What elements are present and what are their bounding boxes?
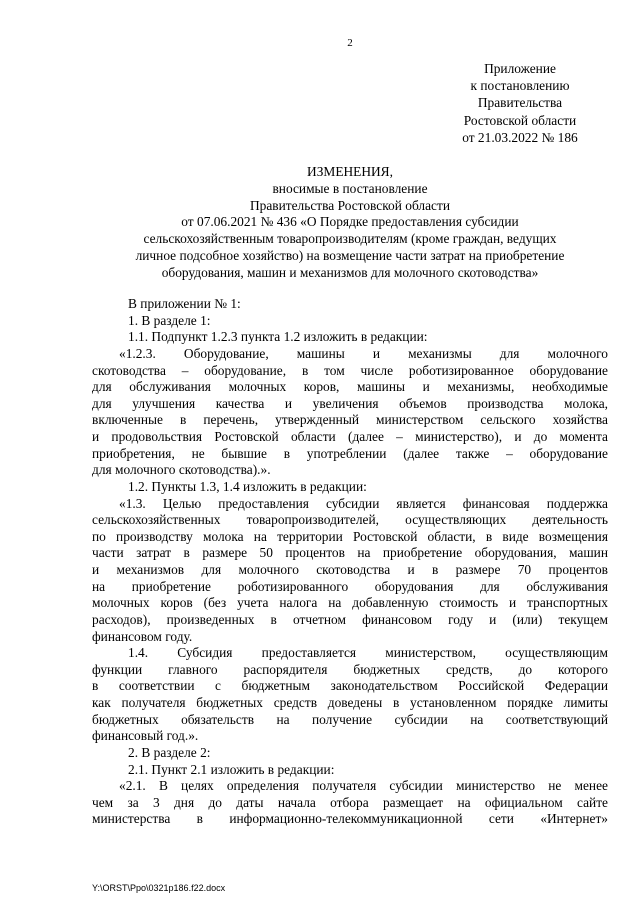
appendix-line: Приложение [484, 61, 556, 76]
title-line: ИЗМЕНЕНИЯ, [307, 164, 393, 179]
body-line: для обслуживания молочных коров, машины и механизмы, необходимые [92, 379, 608, 395]
appendix-heading [440, 60, 600, 146]
body-line: 1. В разделе 1: [128, 312, 211, 328]
page-number: 2 [347, 37, 353, 49]
body-line: «1.3. Целью предоставления субсидии является финансовая поддержка [119, 495, 608, 511]
body-line: финансовый год.». [92, 728, 199, 744]
document-body [92, 296, 608, 828]
body-line: В приложении № 1: [128, 296, 241, 311]
body-line: 1.2. Пункты 1.3, 1.4 изложить в редакции: [128, 478, 367, 494]
body-line: функции главного распорядителя бюджетных средств, до которого [92, 661, 608, 677]
body-line: как получателя бюджетных средств доведены в установленном порядке лимиты [92, 695, 608, 710]
body-line: 1.4. Субсидия предоставляется министерством, осуществляющим [128, 645, 608, 661]
body-line: части затрат в размере 50 процентов на приобретение оборудования, машин [92, 545, 608, 561]
body-line: молочных коров (без учета налога на добавленную стоимость и транспортных [92, 595, 608, 611]
body-line: министерства в информационно-телекоммуникационной сети «Интернет» [92, 811, 608, 827]
body-line: для улучшения качества и увеличения объемов производства молока, [92, 395, 608, 411]
body-line: по производству молока на территории Ростовской области, в виде возмещения [92, 528, 608, 544]
body-line: 1.1. Подпункт 1.2.3 пункта 1.2 изложить в редакции: [128, 329, 428, 345]
body-line: расходов), произведенных в отчетном финансовом году и (или) текущем [92, 611, 608, 627]
title-line: сельскохозяйственным товаропроизводителям (кроме граждан, ведущих [143, 231, 557, 247]
body-line: «2.1. В целях определения получателя субсидии министерство не менее [119, 778, 608, 794]
body-line: для молочного скотоводства).». [92, 462, 271, 478]
body-line: финансовом году. [92, 628, 193, 644]
document-title [92, 164, 608, 282]
body-line: в соответствии с бюджетным законодательством Российской Федерации [92, 678, 608, 694]
appendix-line: к постановлению [470, 78, 570, 94]
title-line: оборудования, машин и механизмов для молочного скотоводства» [161, 264, 539, 280]
body-line: чем за 3 дня до даты начала отбора размещает на официальном сайте [92, 794, 608, 810]
body-line: сельскохозяйственных товаропроизводителей, осуществляющих деятельность [92, 512, 608, 528]
title-line: личное подсобное хозяйство) на возмещение части затрат на приобретение [135, 247, 565, 263]
body-line: 2. В разделе 2: [128, 744, 211, 760]
body-line: и механизмов для молочного скотоводства и в размере 70 процентов [92, 562, 608, 577]
title-line: от 07.06.2021 № 436 «О Порядке предоставления субсидии [181, 214, 519, 230]
body-line: «1.2.3. Оборудование, машины и механизмы для молочного [119, 345, 608, 361]
body-line: и продовольствия Ростовской области (далее – министерство), и до момента [92, 429, 608, 444]
body-line: приобретения, не бывшие в употреблении (далее также – оборудование [92, 445, 608, 461]
body-line: включенные в перечень, утвержденный министерством сельского хозяйства [92, 412, 608, 428]
appendix-line: Ростовской области [463, 112, 577, 128]
body-line: на приобретение роботизированного оборудования для обслуживания [92, 578, 608, 594]
appendix-line: от 21.03.2022 № 186 [462, 129, 578, 145]
title-line: вносимые в постановление [272, 180, 428, 196]
body-line: 2.1. Пункт 2.1 изложить в редакции: [128, 761, 335, 777]
file-path-footer: Y:\ORST\Ppo\0321p186.f22.docx [92, 883, 226, 893]
appendix-line: Правительства [477, 95, 563, 111]
body-line: скотоводства – оборудование, в том числе роботизированное оборудование [92, 362, 608, 378]
title-line: Правительства Ростовской области [249, 197, 451, 213]
body-line: бюджетных обязательств на получение субсидии на соответствующий [92, 711, 608, 727]
